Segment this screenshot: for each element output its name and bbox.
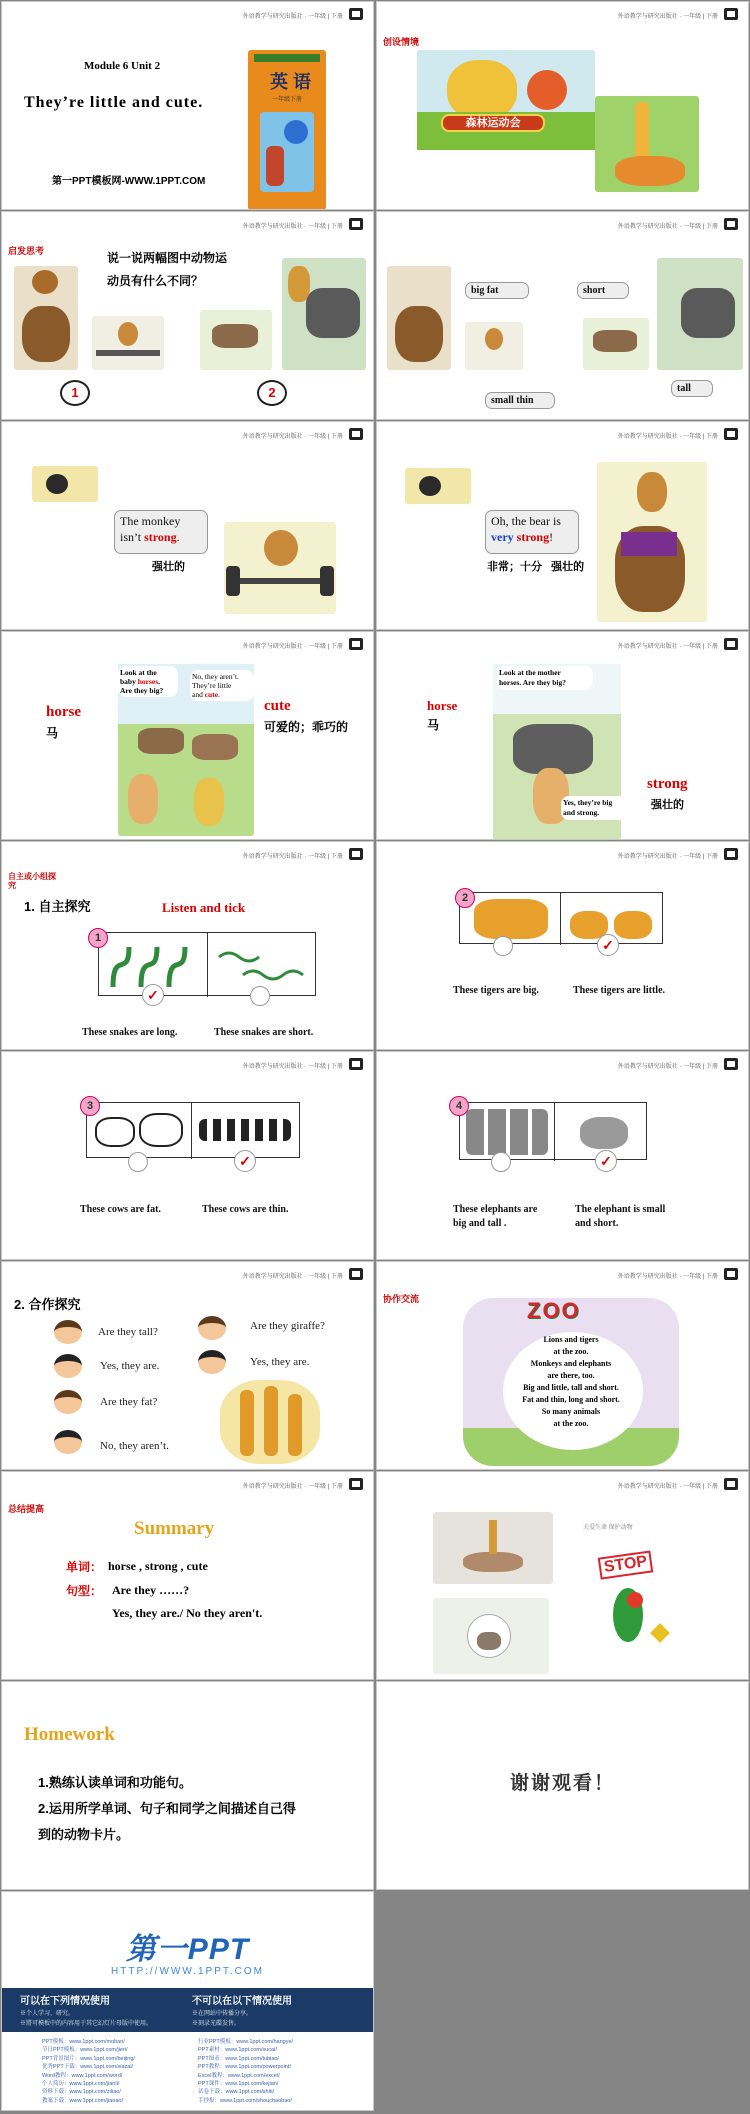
- header-text: 外语教学与研究出版社 · 一年级 | 下册: [242, 14, 343, 20]
- slide-think: [1, 211, 374, 420]
- word-cute: cute: [264, 698, 291, 714]
- sentence-end: !: [549, 530, 554, 544]
- slide-summary: [1, 1471, 374, 1680]
- bubble-look-at-baby: [118, 666, 178, 697]
- slide-scene: [376, 1, 749, 210]
- header-text: 外语教学与研究出版社 · 一年级 | 下册: [242, 224, 343, 230]
- section-tag: 创设情境: [383, 37, 420, 47]
- monkey-barbell-picture: [224, 522, 336, 614]
- fat-cow-shape: [95, 1117, 135, 1147]
- publisher-logo-icon: [349, 1478, 363, 1490]
- keyword-meaning: 强壮的: [152, 561, 185, 573]
- cannot-use-1: ※在网站中传播分享。: [192, 2011, 253, 2017]
- slide-baby-horses: [1, 631, 374, 840]
- links-right-list: [198, 2038, 368, 2105]
- bear-lifting-picture: [14, 266, 78, 370]
- can-use-1: ※个人学习、研究。: [20, 2011, 75, 2017]
- slide-homework: [1, 1681, 374, 1890]
- slide-cows: [1, 1051, 374, 1260]
- caption-thin: These cows are thin.: [202, 1204, 289, 1215]
- bubble-keyword-cute: cute: [204, 690, 219, 699]
- header-text: 外语教学与研究出版社 · 一年级 | 下册: [242, 1064, 343, 1070]
- template-link[interactable]: 资料下载：www.1ppt.com/ziliao/: [42, 2089, 121, 2096]
- publisher-logo-icon: [724, 1058, 738, 1070]
- keyword-very: very: [491, 530, 514, 544]
- option-2-circle: 2: [257, 380, 287, 406]
- caption-small-line-1: The elephant is small: [575, 1204, 666, 1215]
- question-line-1: 说一说两幅图中动物运: [107, 251, 228, 265]
- bubble-text-4: Are they big?: [120, 686, 164, 695]
- template-link[interactable]: Word教程：www.1ppt.com/word/: [42, 2072, 123, 2079]
- bubble-look-at-mother: [497, 666, 593, 690]
- pattern-question: Are they ……?: [112, 1583, 190, 1597]
- caption-long: These snakes are long.: [82, 1027, 178, 1038]
- answer-tick-long[interactable]: ✓: [142, 984, 164, 1006]
- template-link[interactable]: 优秀PPT下载：www.1ppt.com/xiazai/: [42, 2064, 134, 2071]
- bubble-reply-little-cute: [190, 670, 254, 701]
- section-tag: [8, 872, 56, 890]
- header-text: 外语教学与研究出版社 · 一年级 | 下册: [617, 1064, 718, 1070]
- caption-little: These tigers are little.: [573, 985, 666, 996]
- book-title: 英 语: [270, 72, 312, 92]
- slide-thanks: [376, 1681, 749, 1890]
- template-link[interactable]: PPT素材：www.1ppt.com/sucai/: [198, 2047, 277, 2054]
- question-line-2: 动员有什么不同？: [107, 274, 204, 288]
- bubble-text-1: Look at the mother: [499, 668, 561, 677]
- sentence-start: The monkey: [120, 514, 181, 528]
- word-horse: horse: [46, 704, 81, 720]
- header-text: 外语教学与研究出版社 · 一年级 | 下册: [242, 434, 343, 440]
- girl-avatar: [54, 1320, 82, 1344]
- bubble-keyword-horses: horses: [137, 677, 159, 686]
- item-number: 3: [80, 1096, 100, 1116]
- parrot-picture: [583, 1582, 683, 1662]
- word-strong: strong: [647, 776, 688, 792]
- question-fat: Are they fat?: [100, 1396, 158, 1408]
- bear-lifting-picture: [597, 462, 707, 622]
- slide-elephants: [376, 1051, 749, 1260]
- template-link[interactable]: 节日PPT模板：www.1ppt.com/jieri/: [42, 2047, 128, 2054]
- homework-item-2: 2.运用所学单词、句子和同学之间描述自己得: [38, 1801, 296, 1816]
- chant-line: are there, too.: [547, 1371, 595, 1380]
- section-tag-line-2: 究: [8, 881, 16, 890]
- chant-line: Monkeys and elephants: [530, 1359, 612, 1368]
- slide-snakes: [1, 841, 374, 1050]
- section-tag: 总结提高: [8, 1504, 45, 1514]
- template-link[interactable]: PPT模板：www.1ppt.com/moban/: [42, 2039, 125, 2045]
- publisher-logo-icon: [349, 218, 363, 230]
- bubble-text-3: .: [158, 677, 161, 686]
- answer-circle-big[interactable]: [491, 1152, 511, 1172]
- slide-template-license: [1, 1891, 374, 2111]
- cover-title: They’re little and cute.: [24, 94, 204, 111]
- monkey-lifting-picture: [465, 322, 523, 370]
- header-text: 外语教学与研究出版社 · 一年级 | 下册: [617, 644, 718, 650]
- book-subtitle: 一年级下册: [272, 97, 303, 103]
- big-horse-picture: [282, 258, 366, 370]
- license-banner: [2, 1988, 373, 2032]
- option-1-circle: 1: [60, 380, 90, 406]
- slide-adjectives: [376, 211, 749, 420]
- bear-speech-bubble: [485, 510, 579, 554]
- banner-label: 森林运动会: [441, 114, 545, 132]
- little-tiger-shape: [614, 911, 652, 939]
- elephant-in-bulb-picture: [433, 1598, 549, 1674]
- header-text: 外语教学与研究出版社 · 一年级 | 下册: [617, 1484, 718, 1490]
- word-horse-meaning: 马: [46, 726, 59, 740]
- template-link[interactable]: PPT课件：www.1ppt.com/kejian/: [198, 2081, 279, 2088]
- can-use-2: ※將可模板中的内容用于其它幻灯片母版中使用。: [20, 2021, 153, 2027]
- section-tag: 协作交流: [383, 1294, 420, 1304]
- caption-fat: These cows are fat.: [80, 1204, 161, 1215]
- giraffe-in-hand-picture: [433, 1512, 553, 1584]
- pattern-answers: Yes, they are./ No they aren't.: [112, 1606, 263, 1620]
- slide-zoo-chant: [376, 1261, 749, 1470]
- homework-item-3: 到的动物卡片。: [38, 1827, 130, 1842]
- header-text: 外语教学与研究出版社 · 一年级 | 下册: [617, 434, 718, 440]
- slide-cover: [1, 1, 374, 210]
- question-giraffe: Are they giraffe?: [250, 1320, 325, 1332]
- template-link[interactable]: 试卷下载：www.1ppt.com/shiti/: [198, 2089, 275, 2096]
- keyword-strong: strong: [516, 530, 550, 544]
- sentence-end: .: [176, 530, 180, 544]
- section-tag: 启发思考: [8, 246, 45, 256]
- boy-avatar: [54, 1430, 82, 1454]
- pony-picture: [583, 318, 649, 370]
- item-number: 2: [455, 888, 475, 908]
- template-link[interactable]: 个人简历：www.1ppt.com/jianli/: [42, 2081, 120, 2088]
- chant-line: So many animals: [541, 1407, 601, 1416]
- big-tiger-shape: [474, 899, 548, 939]
- site-label: 第一PPT模板网-WWW.1PPT.COM: [52, 176, 206, 187]
- thin-cows-shape: [199, 1119, 291, 1141]
- monkey-lifting-picture: [92, 316, 164, 370]
- slide-monkey: [1, 421, 374, 630]
- bubble-text-4: .: [218, 690, 220, 699]
- template-link[interactable]: 教案下载：www.1ppt.com/jiaoan/: [42, 2097, 123, 2104]
- word-horse: horse: [427, 698, 458, 713]
- answer-circle-fat[interactable]: [128, 1152, 148, 1172]
- giraffes-picture: [220, 1380, 320, 1464]
- caption-big: These tigers are big.: [453, 985, 539, 996]
- caption-short: These snakes are short.: [214, 1027, 314, 1038]
- publisher-logo-icon: [349, 1058, 363, 1070]
- template-link[interactable]: PPT教程：www.1ppt.com/powerpoint/: [198, 2064, 291, 2071]
- template-link[interactable]: Excel教程：www.1ppt.com/excel/: [198, 2072, 280, 2079]
- header-text: 外语教学与研究出版社 · 一年级 | 下册: [242, 644, 343, 650]
- publisher-logo-icon: [724, 8, 738, 20]
- header-text: 外语教学与研究出版社 · 一年级 | 下册: [617, 854, 718, 860]
- cannot-use-title: 不可以在以下情况使用: [192, 1996, 292, 2007]
- answer-tick-small[interactable]: ✓: [595, 1150, 617, 1172]
- giraffe-picture: [595, 96, 699, 192]
- small-elephant-shape: [580, 1117, 628, 1149]
- header-text: 外语教学与研究出版社 · 一年级 | 下册: [617, 14, 718, 20]
- publisher-logo-icon: [724, 638, 738, 650]
- links-left-list: [42, 2038, 192, 2105]
- template-link[interactable]: 手抄报：www.1ppt.com/shouchaobao/: [198, 2097, 292, 2104]
- publisher-logo-icon: [724, 848, 738, 860]
- answer-tall: Yes, they are.: [100, 1360, 160, 1372]
- big-horse-picture: [657, 258, 743, 370]
- snakes-picture-box: [98, 932, 316, 996]
- template-link[interactable]: 行业PPT模板：www.1ppt.com/hangye/: [198, 2039, 294, 2045]
- big-elephants-shape: [466, 1109, 548, 1155]
- sentence-mid: isn’t: [120, 530, 145, 544]
- answer-tick-little[interactable]: ✓: [597, 934, 619, 956]
- header-text: 外语教学与研究出版社 · 一年级 | 下册: [617, 1274, 718, 1280]
- caption-big-line-2: big and tall .: [453, 1218, 507, 1229]
- words-list: horse , strong , cute: [108, 1559, 208, 1573]
- elephants-picture-box: [459, 1102, 647, 1160]
- label-tall: tall: [671, 380, 713, 397]
- module-label: Module 6 Unit 2: [84, 60, 161, 72]
- chant-line: at the zoo.: [553, 1347, 589, 1356]
- publisher-logo-icon: [349, 1268, 363, 1280]
- word-cute-meaning: 可爱的；乖巧的: [264, 720, 349, 734]
- answer-circle-big[interactable]: [493, 936, 513, 956]
- thanks-text: 谢谢观看！: [509, 1773, 615, 1794]
- bubble-text-3: and: [192, 690, 205, 699]
- homework-item-1: 1.熟练认读单词和功能句。: [38, 1775, 192, 1790]
- bear-lifting-picture: [387, 266, 451, 370]
- zoo-title: ZOO: [527, 1298, 581, 1323]
- answer-tick-thin[interactable]: ✓: [234, 1150, 256, 1172]
- chant-line: at the zoo.: [553, 1419, 589, 1428]
- brand-logo: 第一PPT: [125, 1933, 250, 1966]
- header-text: 外语教学与研究出版社 · 一年级 | 下册: [242, 1484, 343, 1490]
- bubble-reply-big-strong: [561, 796, 627, 820]
- bubble-text-2: horses. Are they big?: [499, 678, 566, 687]
- listen-and-tick-label: Listen and tick: [162, 900, 246, 915]
- homework-title: Homework: [24, 1724, 115, 1745]
- publisher-logo-icon: [724, 428, 738, 440]
- bird-picture: [32, 466, 98, 502]
- slide-pair-work: [1, 1261, 374, 1470]
- keyword-strong: strong: [144, 530, 177, 544]
- chant-text: [503, 1334, 639, 1430]
- publisher-logo-icon: [724, 218, 738, 230]
- bubble-text-1: No, they aren’t.: [192, 672, 239, 681]
- girl-avatar: [54, 1390, 82, 1414]
- keyword-meaning: 非常；十分 强壮的: [487, 561, 585, 573]
- slide-bear: [376, 421, 749, 630]
- bubble-text-2: and strong.: [563, 808, 600, 817]
- publisher-logo-icon: [349, 638, 363, 650]
- bubble-text-2: baby: [120, 677, 138, 686]
- sentence-start: Oh, the bear is: [491, 514, 561, 528]
- answer-giraffe: Yes, they are.: [250, 1356, 310, 1368]
- boy-avatar: [54, 1354, 82, 1378]
- header-text: 外语教学与研究出版社 · 一年级 | 下册: [617, 224, 718, 230]
- girl-avatar: [198, 1316, 226, 1340]
- boy-avatar: [198, 1350, 226, 1374]
- stop-sign: STOP: [598, 1550, 654, 1579]
- protect-slogan: 关爱生命 保护动物: [583, 1525, 633, 1531]
- cows-picture-box: [86, 1102, 300, 1158]
- chant-line: Big and little, tall and short.: [523, 1383, 619, 1392]
- item-number: 4: [449, 1096, 469, 1116]
- publisher-logo-icon: [724, 1268, 738, 1280]
- tigers-picture-box: [459, 892, 663, 944]
- answer-circle-short[interactable]: [250, 986, 270, 1006]
- caption-big-line-1: These elephants are: [453, 1204, 538, 1215]
- item-number: 1: [88, 928, 108, 948]
- word-strong-meaning: 强壮的: [651, 799, 684, 811]
- bubble-text-1: Yes, they’re big: [563, 798, 613, 807]
- publisher-logo-icon: [349, 8, 363, 20]
- patterns-label: 句型：: [66, 1584, 103, 1598]
- publisher-logo-icon: [724, 1478, 738, 1490]
- slide-mother-horses: [376, 631, 749, 840]
- publisher-logo-icon: [349, 848, 363, 860]
- fat-cow-shape: [139, 1113, 183, 1147]
- bird-picture: [405, 468, 471, 504]
- label-small-thin: small thin: [485, 392, 555, 409]
- pony-picture: [200, 310, 272, 370]
- section-tag-line-1: 自主或小组探: [8, 872, 56, 881]
- publisher-logo-icon: [349, 428, 363, 440]
- activity-title: 2. 合作探究: [14, 1297, 81, 1312]
- monkey-speech-bubble: [114, 510, 208, 554]
- summary-title: Summary: [134, 1518, 215, 1539]
- word-horse-meaning: 马: [427, 718, 440, 732]
- chant-line: Lions and tigers: [543, 1335, 599, 1344]
- answer-fat: No, they aren’t.: [100, 1440, 169, 1452]
- slide-tigers: [376, 841, 749, 1050]
- textbook-cover: [248, 50, 326, 210]
- header-text: 外语教学与研究出版社 · 一年级 | 下册: [242, 854, 343, 860]
- activity-title: 1. 自主探究: [24, 899, 91, 914]
- bubble-text-1: Look at the: [120, 668, 157, 677]
- cannot-use-2: ※刻录光碟发售。: [192, 2021, 241, 2027]
- can-use-title: 可以在下列情况使用: [20, 1996, 110, 2007]
- short-snakes-drawing: [213, 943, 311, 987]
- template-link[interactable]: PPT图表：www.1ppt.com/tubiao/: [198, 2055, 280, 2062]
- bubble-text-2: They’re little: [192, 681, 232, 690]
- template-link[interactable]: PPT背景图片：www.1ppt.com/beijing/: [42, 2055, 135, 2062]
- slide-protect-animals: [376, 1471, 749, 1680]
- label-big-fat: big fat: [465, 282, 529, 299]
- forest-games-picture: [417, 50, 595, 150]
- chant-line: Fat and thin, long and short.: [522, 1395, 620, 1404]
- caption-small-line-2: and short.: [575, 1218, 619, 1229]
- words-label: 单词：: [66, 1560, 103, 1574]
- question-tall: Are they tall?: [98, 1326, 158, 1338]
- brand-url: HTTP://WWW.1PPT.COM: [111, 1966, 264, 1977]
- header-text: 外语教学与研究出版社 · 一年级 | 下册: [242, 1274, 343, 1280]
- label-short: short: [577, 282, 629, 299]
